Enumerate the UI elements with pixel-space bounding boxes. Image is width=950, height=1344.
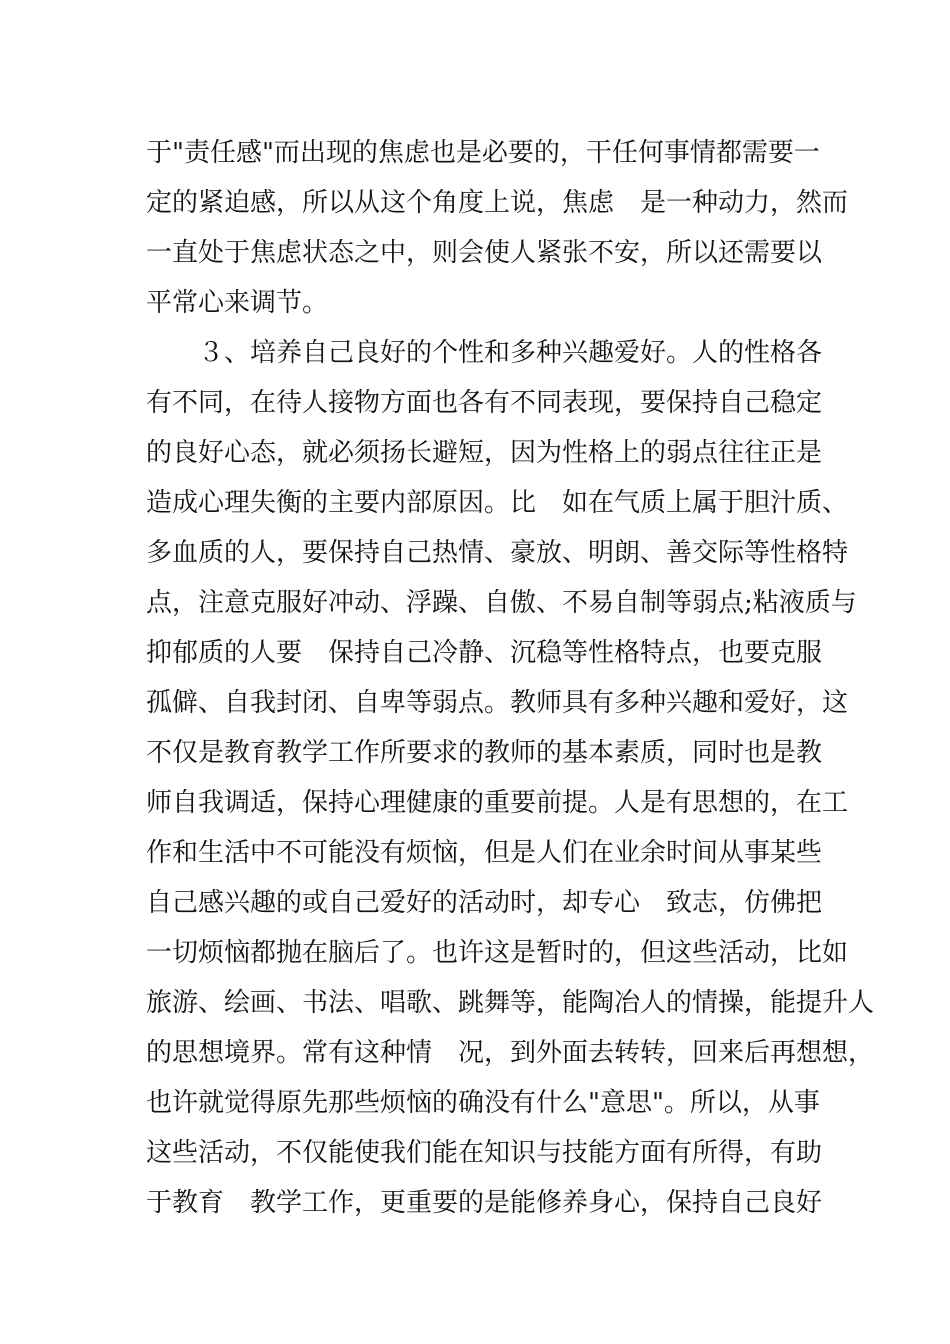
text-line: 作和生活中不可能没有烦恼，但是人们在业余时间从事某些 — [146, 838, 823, 868]
text-line: 定的紧迫感，所以从这个角度上说，焦虑 是一种动力，然而 — [146, 188, 849, 218]
text-line: ３、培养自己良好的个性和多种兴趣爱好。人的性格各 — [198, 338, 823, 368]
document-body — [146, 128, 875, 1228]
text-line: 不仅是教育教学工作所要求的教师的基本素质，同时也是教 — [146, 738, 823, 768]
text-line: 抑郁质的人要 保持自己冷静、沉稳等性格特点，也要克服 — [146, 638, 823, 668]
text-line: 一直处于焦虑状态之中，则会使人紧张不安，所以还需要以 — [146, 238, 823, 268]
text-line: 自己感兴趣的或自己爱好的活动时，却专心 致志，仿佛把 — [146, 888, 823, 918]
text-line: 这些活动，不仅能使我们能在知识与技能方面有所得，有助 — [146, 1138, 823, 1168]
text-line: 造成心理失衡的主要内部原因。比 如在气质上属于胆汁质、 — [146, 488, 849, 518]
text-line: 的思想境界。常有这种情 况，到外面去转转，回来后再想想， — [146, 1038, 875, 1068]
text-line: 一切烦恼都抛在脑后了。也许这是暂时的，但这些活动，比如 — [146, 938, 849, 968]
text-line: 旅游、绘画、书法、唱歌、跳舞等，能陶冶人的情操，能提升人 — [146, 988, 875, 1018]
text-line: 于"责任感"而出现的焦虑也是必要的，干任何事情都需要一 — [146, 138, 820, 168]
text-line: 孤僻、自我封闭、自卑等弱点。教师具有多种兴趣和爱好，这 — [146, 688, 849, 718]
text-line: 也许就觉得原先那些烦恼的确没有什么"意思"。所以，从事 — [146, 1088, 820, 1118]
text-line: 于教育 教学工作，更重要的是能修养身心，保持自己良好 — [146, 1188, 823, 1218]
text-line: 点，注意克服好冲动、浮躁、自傲、不易自制等弱点;粘液质与 — [146, 588, 857, 618]
text-line: 有不同，在待人接物方面也各有不同表现，要保持自己稳定 — [146, 388, 823, 418]
paragraph-1 — [146, 128, 849, 328]
text-line: 平常心来调节。 — [146, 288, 329, 318]
text-line: 的良好心态，就必须扬长避短，因为性格上的弱点往往正是 — [146, 438, 823, 468]
text-line: 师自我调适，保持心理健康的重要前提。人是有思想的，在工 — [146, 788, 849, 818]
text-line: 多血质的人，要保持自己热情、豪放、明朗、善交际等性格特 — [146, 538, 849, 568]
paragraph-2 — [146, 328, 875, 1228]
